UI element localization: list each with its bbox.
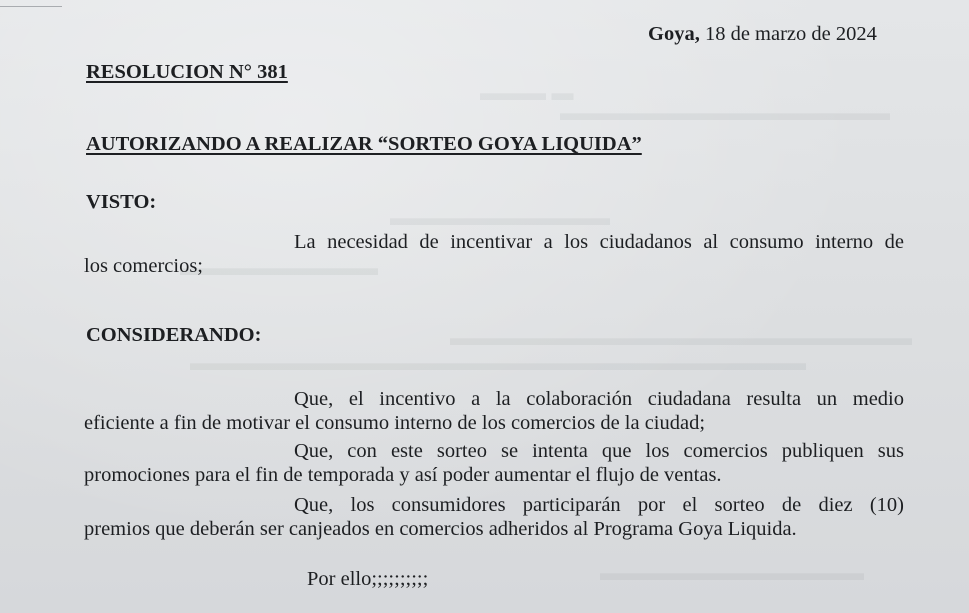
bleed-through-mark: ▬▬▬▬▬▬▬▬▬ <box>180 255 378 280</box>
resolution-number: RESOLUCION N° 381 <box>86 61 288 83</box>
bleed-through-mark: ▬▬▬▬▬▬▬▬▬▬▬▬▬▬▬▬▬▬▬▬▬ <box>450 325 912 350</box>
considerando-heading: CONSIDERANDO: <box>86 324 262 346</box>
resolution-subject: AUTORIZANDO A REALIZAR “SORTEO GOYA LIQUIDA” <box>86 133 642 155</box>
visto-heading: VISTO: <box>86 191 157 213</box>
paragraph-continuation: premios que deberán ser canjeados en comercios adheridos al Programa Goya Liquida. <box>84 518 797 540</box>
paragraph-first-line: Que, los consumidores participarán por el sorteo de diez (10) <box>294 494 904 516</box>
date-line <box>648 22 877 46</box>
paragraph-continuation: eficiente a fin de motivar el consumo interno de los comercios de la ciudad; <box>84 412 706 434</box>
place-name: Goya, <box>648 23 700 45</box>
visto-first-line: La necesidad de incentivar a los ciudadanos al consumo interno de <box>294 231 904 253</box>
paragraph-continuation: promociones para el fin de temporada y así poder aumentar el flujo de ventas. <box>84 464 722 486</box>
bleed-through-mark: ▬▬▬ ▬ <box>480 80 574 105</box>
bleed-through-mark: ▬▬▬▬▬▬▬▬▬▬▬▬▬▬▬ <box>560 100 890 125</box>
visto-paragraph <box>84 230 904 278</box>
considerando-paragraph-2 <box>84 439 904 487</box>
considerando-paragraph-3 <box>84 493 904 541</box>
bleed-through-mark: ▬▬▬▬▬▬▬▬▬▬▬▬ <box>600 560 864 585</box>
date-text: 18 de marzo de 2024 <box>704 23 877 45</box>
visto-continuation: los comercios; <box>84 255 203 277</box>
paragraph-first-line: Que, con este sorteo se intenta que los comercios publiquen sus <box>294 440 904 462</box>
closing-text: Por ello;;;;;;;;;; <box>307 568 429 590</box>
considerando-paragraph-1 <box>84 387 904 435</box>
bleed-through-mark: ▬▬▬▬▬▬▬▬▬▬ <box>390 205 610 230</box>
page-edge-line <box>0 6 62 7</box>
bleed-through-mark: ▬▬▬▬▬▬▬▬▬▬▬▬▬▬▬▬▬▬▬▬▬▬▬▬▬▬▬▬ <box>190 350 806 375</box>
paragraph-first-line: Que, el incentivo a la colaboración ciudadana resulta un medio <box>294 388 904 410</box>
